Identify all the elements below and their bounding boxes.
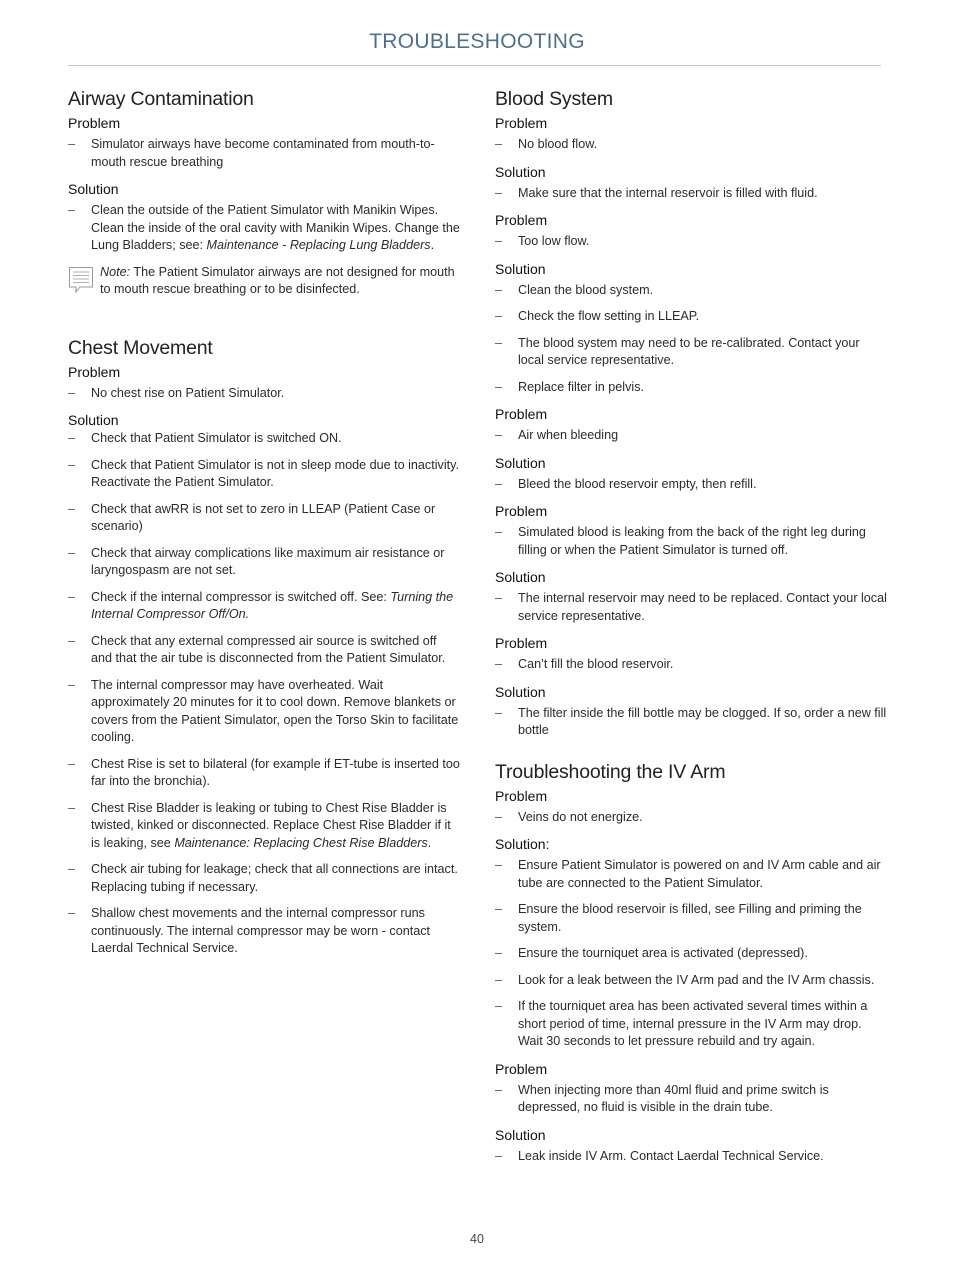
list-item: – Ensure the blood reservoir is filled, see Filling and priming the system. <box>495 901 888 936</box>
list-item: – Veins do not energize. <box>495 809 888 827</box>
solution-list <box>495 185 888 203</box>
list-item: – Air when bleeding <box>495 427 888 445</box>
solution-label: Solution <box>495 683 546 700</box>
blood-system-section <box>495 86 888 740</box>
solution-list <box>495 857 888 1051</box>
list-item: – The filter inside the fill bottle may be clogged. If so, order a new fill bottle <box>495 705 888 740</box>
list-item: – When injecting more than 40ml fluid and prime switch is depressed, no fluid is visible in the drain tube. <box>495 1082 888 1117</box>
list-item: – No blood flow. <box>495 136 888 154</box>
solution-label: Solution <box>495 454 546 471</box>
list-item: – Simulator airways have become contaminated from mouth-to-mouth rescue breathing <box>68 136 460 171</box>
problem-list <box>495 809 888 827</box>
list-item: – Replace filter in pelvis. <box>495 379 888 397</box>
list-item: – Too low flow. <box>495 233 888 251</box>
list-item: – Shallow chest movements and the internal compressor runs continuously. The internal compressor may be worn - contact Laerdal Technical Service. <box>68 905 460 958</box>
airway-problem-list <box>68 136 460 171</box>
problem-list <box>495 656 888 674</box>
list-item: – Ensure the tourniquet area is activated (depressed). <box>495 945 888 963</box>
list-item: – Bleed the blood reservoir empty, then refill. <box>495 476 888 494</box>
list-item: – Check that awRR is not set to zero in LLEAP (Patient Case or scenario) <box>68 501 460 536</box>
list-item: – Clean the blood system. <box>495 282 888 300</box>
solution-label: Solution: <box>495 836 550 852</box>
solution-list <box>495 282 888 397</box>
airway-problem-label: Problem <box>68 115 121 131</box>
list-item: – Simulated blood is leaking from the back of the right leg during filling or when the Patient Simulator is turned off. <box>495 524 888 559</box>
list-item: – If the tourniquet area has been activated several times within a short period of time, internal pressure in the IV Arm may drop. Wait 30 seconds to let pressure rebuild and try again. <box>495 998 888 1051</box>
solution-text: Check if the internal compressor is switched off. See: <box>91 589 391 604</box>
problem-list <box>495 427 888 445</box>
solution-list <box>495 590 888 625</box>
airway-solution-label: Solution <box>68 181 119 197</box>
solution-list <box>495 1148 888 1166</box>
list-item: – The internal compressor may have overheated. Wait approximately 20 minutes for it to cool down. Remove blankets or covers from the Patient Simulator, open the Torso Skin to facilitate cooling. <box>68 677 460 747</box>
punctuation: . <box>430 238 435 252</box>
list-item: – No chest rise on Patient Simulator. <box>68 385 460 403</box>
solution-list <box>495 705 888 740</box>
list-item <box>68 800 460 853</box>
list-item <box>68 202 460 255</box>
chest-problem-label: Problem <box>68 363 121 380</box>
list-item <box>68 589 460 624</box>
solution-label: Solution <box>495 260 546 277</box>
iv-heading: Troubleshooting the IV Arm <box>495 760 726 783</box>
note-text <box>100 264 460 299</box>
chest-solution-label: Solution <box>68 412 119 428</box>
problem-label: Problem <box>495 115 548 131</box>
solution-label: Solution <box>495 163 546 180</box>
chest-solution-list <box>68 430 460 958</box>
solution-label: Solution <box>495 1126 546 1143</box>
airway-solution-list <box>68 202 460 255</box>
problem-label: Problem <box>495 787 548 804</box>
chest-problem-list <box>68 385 460 403</box>
list-item: – Check air tubing for leakage; check that all connections are intact. Replacing tubing if necessary. <box>68 861 460 896</box>
note-body: The Patient Simulator airways are not designed for mouth to mouth rescue breathing or to be disinfected. <box>100 264 455 296</box>
list-item: – Chest Rise is set to bilateral (for example if ET-tube is inserted too far into the bronchia). <box>68 756 460 791</box>
list-item: – Can’t fill the blood reservoir. <box>495 656 888 674</box>
airway-heading: Airway Contamination <box>68 88 254 110</box>
list-item: – The blood system may need to be re-calibrated. Contact your local service representative. <box>495 335 888 370</box>
list-item: – Check that Patient Simulator is not in sleep mode due to inactivity. Reactivate the Patient Simulator. <box>68 457 460 492</box>
solution-list <box>495 476 888 494</box>
problem-list <box>495 1082 888 1117</box>
note-box <box>68 264 460 299</box>
problem-label: Problem <box>495 635 548 651</box>
list-item: – The internal reservoir may need to be replaced. Contact your local service representative. <box>495 590 888 625</box>
page-number: 40 <box>470 1232 484 1246</box>
list-item: – Leak inside IV Arm. Contact Laerdal Technical Service. <box>495 1148 888 1166</box>
manual-reference: Maintenance - Replacing Lung Bladders <box>206 238 431 252</box>
solution-text: Clean the outside of the Patient Simulator with Manikin Wipes. Clean the inside of the oral cavity with Manikin Wipes. Change the Lung Bladders; see: <box>91 203 460 252</box>
left-column <box>68 86 460 967</box>
manual-reference: Maintenance: Replacing Chest Rise Bladders <box>174 835 428 850</box>
list-item: – Check that airway complications like maximum air resistance or laryngospasm are not set. <box>68 545 460 580</box>
problem-label: Problem <box>495 503 548 519</box>
list-item: – Ensure Patient Simulator is powered on and IV Arm cable and air tube are connected to the Patient Simulator. <box>495 857 888 892</box>
problem-label: Problem <box>495 406 548 422</box>
chest-movement-section <box>68 335 460 958</box>
problem-label: Problem <box>495 1060 548 1077</box>
list-item: – Check the flow setting in LLEAP. <box>495 308 888 326</box>
right-column <box>495 86 888 1174</box>
solution-label: Solution <box>495 569 546 585</box>
list-item: – Make sure that the internal reservoir is filled with fluid. <box>495 185 888 203</box>
punctuation: . <box>427 835 432 850</box>
manual-reference: Turning the Internal Compressor Off/On. <box>91 589 454 621</box>
list-item: – Check that any external compressed air source is switched off and that the air tube is disconnected from the Patient Simulator. <box>68 633 460 668</box>
page-title: TROUBLESHOOTING <box>369 30 585 53</box>
note-label: Note: <box>100 264 131 279</box>
iv-arm-section <box>495 759 888 1166</box>
chest-heading: Chest Movement <box>68 336 213 359</box>
problem-label: Problem <box>495 212 548 228</box>
blood-heading: Blood System <box>495 88 613 110</box>
problem-list <box>495 524 888 559</box>
note-icon <box>68 266 94 294</box>
solution-text: Chest Rise Bladder is leaking or tubing to Chest Rise Bladder is twisted, kinked or disconnected. Replace Chest Rise Bladder if it is leaking, see <box>91 800 451 850</box>
list-item: – Look for a leak between the IV Arm pad and the IV Arm chassis. <box>495 972 888 990</box>
problem-list <box>495 136 888 154</box>
airway-contamination-section <box>68 86 460 299</box>
list-item: – Check that Patient Simulator is switched ON. <box>68 430 460 448</box>
problem-list <box>495 233 888 251</box>
title-divider <box>68 65 881 66</box>
